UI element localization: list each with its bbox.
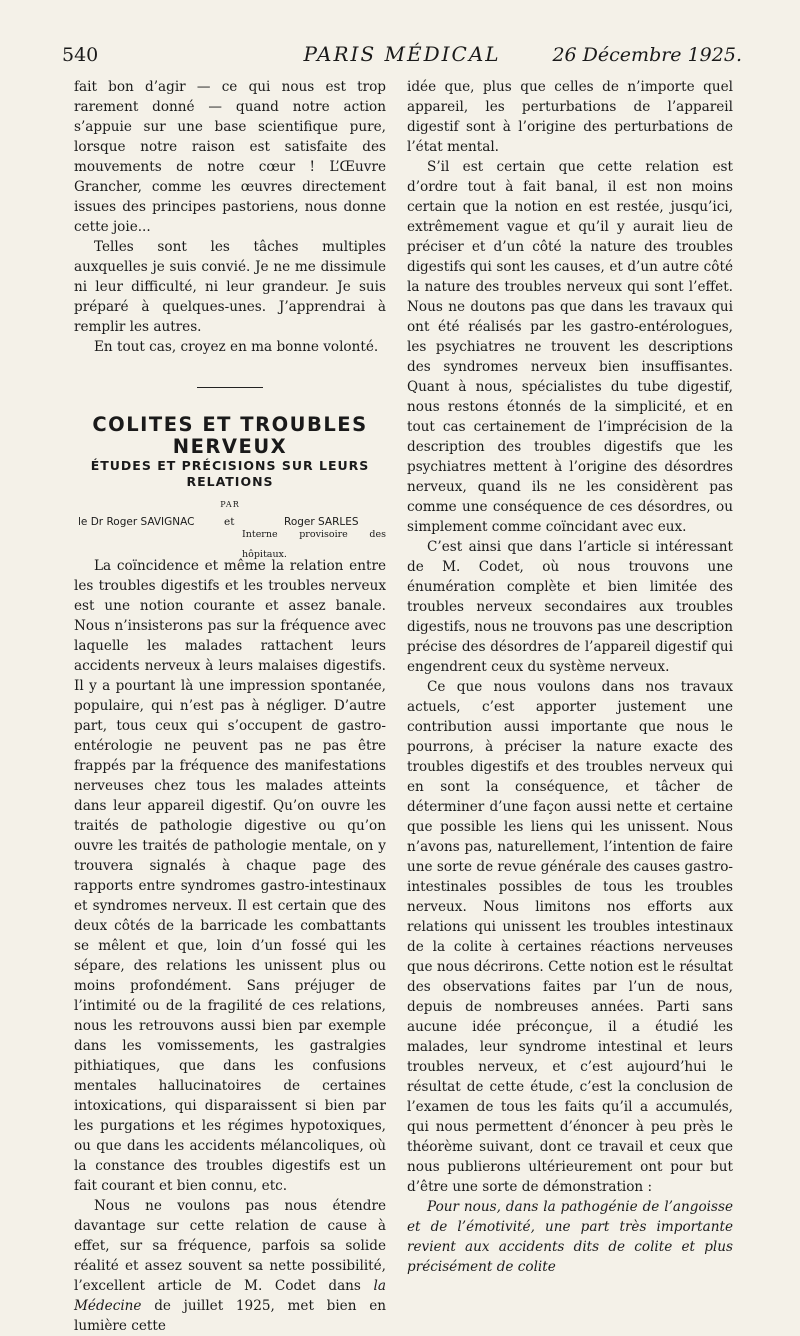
right-column: [407, 77, 733, 1277]
page-number: 540: [62, 44, 99, 66]
issue-date: 26 Décembre 1925.: [552, 44, 742, 66]
paragraph: En tout cas, croyez en ma bonne volonté.: [94, 339, 379, 355]
journal-title: PARIS MÉDICAL: [303, 42, 501, 66]
article-subtitle-line: ÉTUDES ET PRÉCISIONS SUR LEURS: [90, 458, 370, 473]
paragraph: La coïncidence et même la relation entre les troubles digestifs et les troubles nerveux est une notion courante et assez banale. Nous n’insisterons pas sur la fréquence avec laquelle les malades rattachent leurs accidents nerveux à leurs malaises digestifs. Il y a pourtant là une impression spontanée, populaire, qui n’est pas à négliger. D’autre part, tous ceux qui s’occupent de gastro-entérologie ne peuvent pas ne pas être frappés par la fréquence des manifestations nerveuses chez tous les malades atteints dans leur appareil digestif. Qu’on ouvre les traités de pathologie digestive ou qu’on ouvre les traités de pathologie mentale, on y trouvera signalés à chaque page des rapports entre syndromes gastro-intestinaux et syndromes nerveux. Il est certain que des deux côtés de la barricade les combattants se mêlent et que, loin d’un fossé qui les sépare, des relations les unissent plus ou moins profondément. Sans préjuger de l’intimité ou de la fragilité de ces relations, nous les retrouvons aussi bien par exemple dans les vomissements, les gastralgies pithiatiques, que dans les confusions mentales hallucinatoires de certaines intoxications, qui disparaissent si bien par les purgations et les régimes hypotoxiques, ou que dans les accidents mélancoliques, où la constance des troubles digestifs est un fait courant et bien connu, etc.: [74, 558, 386, 1194]
paragraph: [74, 1196, 386, 1336]
article-subtitle: [74, 458, 386, 490]
article-title-line: NERVEUX: [172, 435, 288, 458]
author-name: Roger SARLES: [284, 516, 359, 528]
journal-reference: la Médecine: [74, 1278, 386, 1314]
article-title-line: COLITES ET TROUBLES: [92, 413, 368, 436]
section-divider: [197, 387, 263, 388]
paragraph: idée que, plus que celles de n’importe quel appareil, les perturbations de l’appareil digestif sont à l’origine des perturbations de l’état mental.: [407, 79, 733, 155]
author-affiliation: Interne provisoire des hôpitaux.: [242, 529, 386, 560]
paragraph: C’est ainsi que dans l’article si intéressant de M. Codet, où nous trouvons une énumération complète et bien limitée des troubles nerveux secondaires aux troubles digestifs, nous ne trouvons pas une description précise des désordres de l’appareil digestif qui engendrent ceux du système nerveux.: [407, 539, 733, 675]
article-subtitle-line: RELATIONS: [186, 474, 274, 489]
paragraph: S’il est certain que cette relation est d’ordre tout à fait banal, il est non moins certain que la notion en est restée, jusqu’ici, extrêmement vague et qu’il y aurait lieu de préciser et d’un côté la nature des troubles digestifs qui sont les causes, et d’un autre côté la nature des troubles nerveux qui sont l’effet. Nous ne doutons pas que dans les travaux qui ont été réalisés par les gastro-entérologues, les psychiatres ne trouvent les descriptions des syndromes nerveux bien insuffisantes. Quant à nous, spécialistes du tube digestif, nous restons étonnés de la simplicité, et en tout cas certainement de l’imprécision de la description des troubles digestifs que les psychiatres mettent à l’origine des désordres nerveux, quand ils ne les considèrent pas comme une conséquence de ces désordres, ou simplement comme coïncidant avec eux.: [407, 159, 733, 535]
author-conjunction: et: [224, 516, 235, 528]
article-title: [74, 414, 386, 458]
text-run: Nous ne voulons pas nous étendre davantage sur cette relation de cause à effet, sur sa fréquence, parfois sa solide réalité et assez souvent sa nette possibilité, l’excellent article de M. Codet dans: [74, 1198, 386, 1294]
author-name: le Dr Roger SAVIGNAC: [78, 516, 195, 528]
paragraph: Ce que nous voulons dans nos travaux actuels, c’est apporter justement une contribution aussi importante que nous le pourrons, à préciser la nature exacte des troubles digestifs et des troubles nerveux qui en sont la conséquence, et tâcher de déterminer d’une façon aussi nette et certaine que possible les liens qui les unissent. Nous n’avons pas, naturellement, l’intention de faire une sorte de revue générale des causes gastro-intestinales possibles de tous les troubles nerveux. Nous limitons nos efforts aux relations qui unissent les troubles intestinaux de la colite à certaines réactions nerveuses que nous décrirons. Cette notion est le résultat des observations faites par l’un de nous, depuis de nombreuses années. Parti sans aucune idée préconçue, il a étudié les malades, leur syndrome intestinal et leurs troubles nerveux, et c’est aujourd’hui le résultat de cette étude, c’est la conclusion de l’examen de tous les faits qu’il a accumulés, qui nous permettent d’énoncer à peu près le théorème suivant, dont ce travail et ceux que nous publierons ultérieurement ont pour but d’être une sorte de démonstration :: [407, 679, 733, 1195]
left-column: [74, 77, 386, 1336]
text-run: de juillet 1925, met bien en lumière cette: [74, 1298, 386, 1334]
by-label: PAR: [220, 500, 240, 509]
running-head: [62, 40, 742, 70]
italic-paragraph: Pour nous, dans la pathogénie de l’angoisse et de l’émotivité, une part très importante revient aux accidents dits de colite et plus précisément de colite: [407, 1199, 733, 1275]
paragraph: fait bon d’agir — ce qui nous est trop rarement donné — quand notre action s’appuie sur une base scientifique pure, lorsque notre raison est satisfaite des mouvements de notre cœur ! L’Œuvre Grancher, comme les œuvres directement issues des principes pastoriens, nous donne cette joie...: [74, 79, 386, 235]
paragraph: Telles sont les tâches multiples auxquelles je suis convié. Je ne me dissimule ni leur difficulté, ni leur grandeur. Je suis préparé à quelques-unes. J’apprendrai à remplir les autres.: [74, 239, 386, 335]
author-line: [74, 512, 386, 560]
